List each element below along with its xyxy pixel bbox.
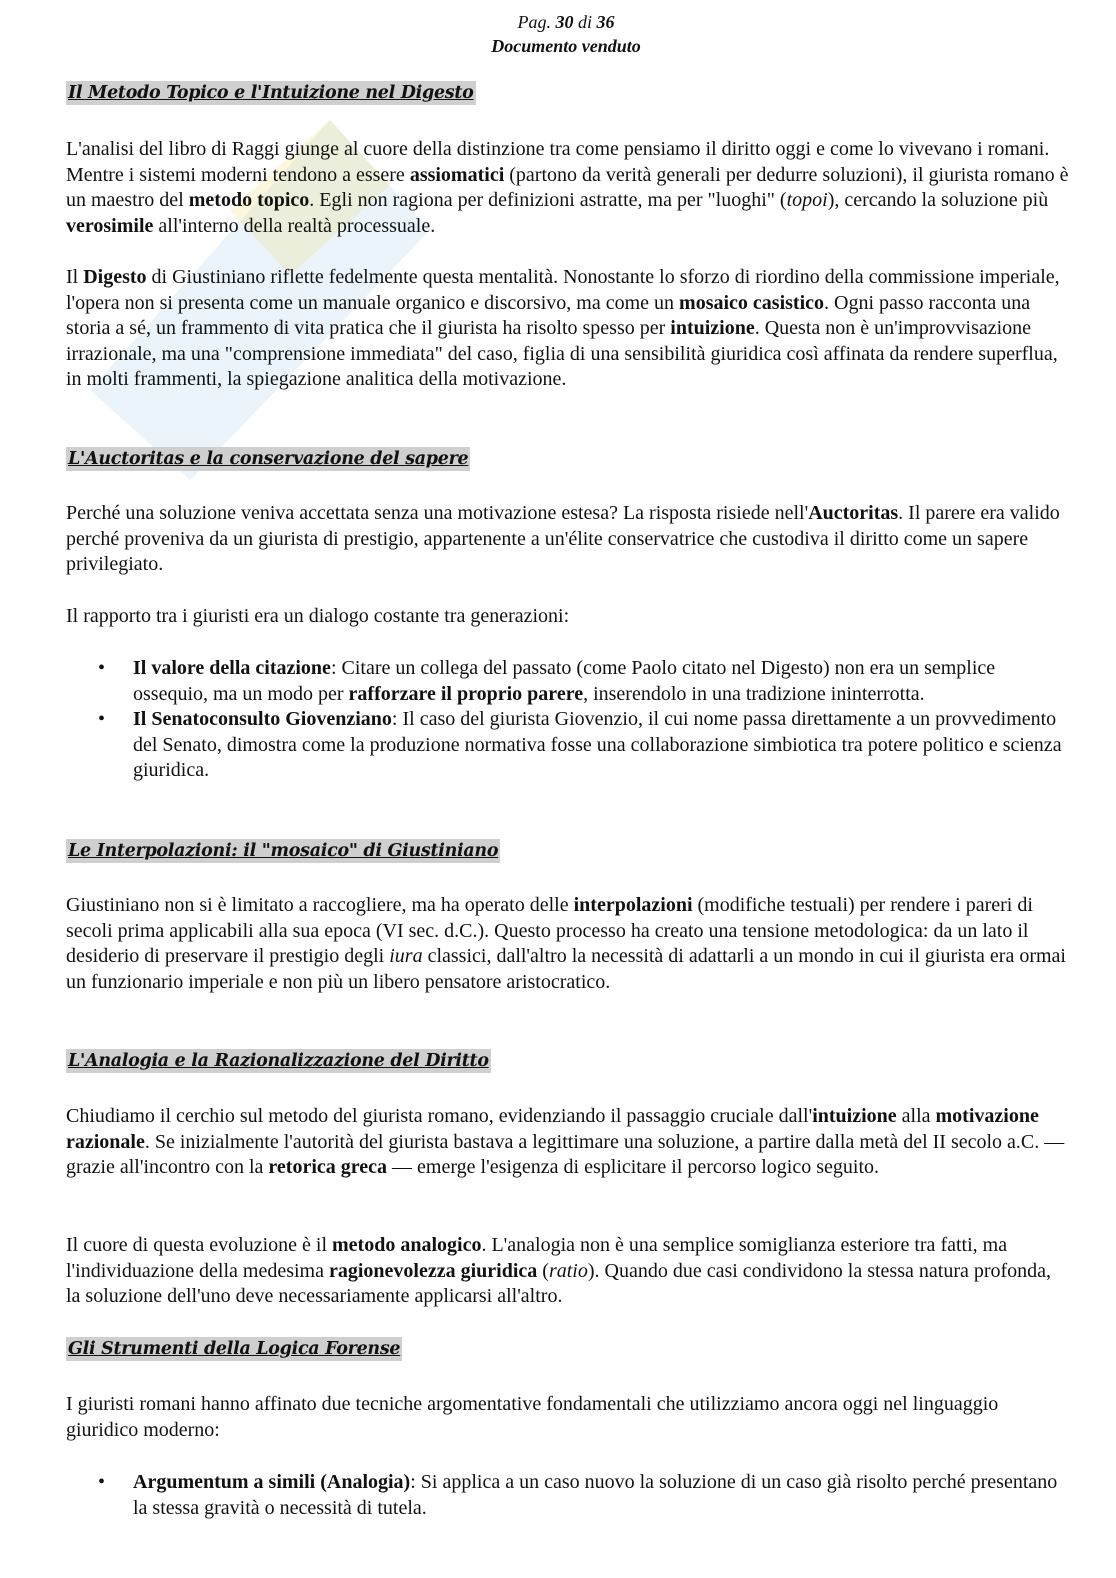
list-item	[66, 1470, 1070, 1521]
italic-text: iura	[389, 945, 423, 968]
text-run: . Se inizialmente l'autorità del giurista bastava a legittimare una soluzione, a partire dalla metà del II secolo a.C. — grazie all'incontro con la	[66, 1130, 1065, 1179]
bullet-list	[66, 656, 1070, 784]
bold-text: rafforzare il proprio parere	[348, 682, 584, 705]
text-run: : Citare un collega del passato (come Paolo citato nel Digesto) non era un semplice ossequio, ma un modo per	[133, 657, 996, 705]
page-current: 30	[555, 12, 574, 32]
bold-text: Auctoritas	[808, 502, 899, 524]
bold-text: metodo analogico	[332, 1234, 482, 1256]
bold-text: intuizione	[670, 317, 755, 340]
paragraph	[66, 1233, 1070, 1310]
text-run: : Il caso del giurista Giovenzio, il cui nome passa direttamente a un provvedimento del Senato, dimostra come la produzione normativa fosse una collaborazione simbiotica tra potere politico e scienza giuridica.	[133, 708, 1062, 782]
paragraph	[66, 893, 1070, 995]
text-run: . Ogni passo racconta una storia a sé, un frammento di vita pratica che il giurista ha risolto spesso per	[66, 291, 1031, 340]
bold-text: mosaico casistico	[679, 291, 825, 314]
page-number	[0, 12, 1116, 33]
text-run: Perché una soluzione veniva accettata senza una motivazione estesa? La risposta risiede nell'	[66, 502, 809, 524]
text-run: — emerge l'esigenza di esplicitare il percorso logico seguito.	[387, 1156, 880, 1179]
paragraph	[66, 265, 1070, 393]
bold-text: Digesto	[83, 266, 147, 288]
text-run: , inserendolo in una tradizione ininterrotta.	[583, 682, 925, 705]
text-run: . L'analogia non è una semplice somiglianza esteriore tra fatti, ma l'individuazione della medesima	[66, 1234, 1008, 1282]
text-run: (	[537, 1259, 549, 1282]
bold-text: assiomatici	[409, 163, 505, 186]
text-run: all'interno della realtà processuale.	[153, 214, 436, 237]
page-sep: di	[577, 12, 592, 32]
text-run: Il cuore di questa evoluzione è il	[66, 1234, 333, 1256]
bullet-icon: •	[98, 657, 106, 679]
text-run: L'analisi del libro di Raggi giunge al cuore della distinzione tra come pensiamo il diritto oggi e come lo vivevano i romani. Mentre i sistemi moderni tendono a essere	[66, 138, 1050, 186]
bold-text: metodo topico	[188, 189, 310, 212]
italic-text: ratio	[548, 1259, 588, 1282]
text-run: . Questa non è un'improvvisazione irrazionale, ma una "comprensione immediata" del caso, figlia di una sensibilità giuridica così affinata da rendere superflua, in molti frammenti, la spiegazione analitica della motivazione.	[66, 317, 1058, 391]
text-run: di Giustiniano riflette fedelmente questa mentalità. Nonostante lo sforzo di riordino della commissione imperiale, l'opera non si presenta come un manuale organico e discorsivo, ma come un	[66, 266, 1060, 314]
bold-text: retorica greca	[268, 1156, 388, 1179]
section-heading: Gli Strumenti della Logica Forense	[68, 1339, 401, 1359]
list-item-text	[133, 708, 1062, 781]
document-status: Documento venduto	[491, 36, 641, 56]
paragraph	[66, 1104, 1070, 1181]
paragraph	[66, 604, 1070, 630]
list-item-text	[133, 657, 995, 705]
bold-text: Il valore della citazione	[133, 657, 331, 679]
paragraph	[66, 137, 1070, 239]
text-run: : Si applica a un caso nuovo la soluzione di un caso già risolto perché presentano la stessa gravità o necessità di tutela.	[133, 1471, 1058, 1519]
paragraph	[66, 1392, 1070, 1443]
page-prefix: Pag.	[517, 12, 551, 32]
text-run: Il rapporto tra i giuristi era un dialogo costante tra generazioni:	[66, 605, 570, 627]
list-item	[66, 707, 1070, 784]
section-heading: L'Analogia e la Razionalizzazione del Diritto	[68, 1051, 489, 1071]
italic-text: topoi	[786, 189, 828, 212]
bold-text: intuizione	[812, 1105, 897, 1127]
text-run: Il	[66, 266, 84, 288]
text-run: ), cercando la soluzione più	[827, 189, 1049, 212]
text-run: . Il parere era valido perché proveniva da un giurista di prestigio, appartenente a un'élite conservatrice che custodiva il diritto come un sapere privilegiato.	[66, 502, 1060, 576]
bullet-list	[66, 1470, 1070, 1521]
text-run: ). Quando due casi condividono la stessa natura profonda, la soluzione dell'uno deve necessariamente applicarsi all'altro.	[66, 1259, 1052, 1308]
page-total: 36	[596, 12, 615, 32]
text-run: I giuristi romani hanno affinato due tecniche argomentative fondamentali che utilizziamo ancora oggi nel linguaggio giuridico moderno:	[66, 1393, 999, 1441]
text-run: classici, dall'altro la necessità di adattarli a un mondo in cui il giurista era ormai un funzionario imperiale e non più un libero pensatore aristocratico.	[66, 945, 1066, 993]
bold-text: Argumentum a simili (Analogia)	[133, 1471, 411, 1493]
bold-text: Il Senatoconsulto Giovenziano	[133, 708, 392, 731]
list-item	[66, 656, 1070, 707]
text-run: (partono da verità generali per dedurre soluzioni), il giurista romano è un maestro del	[66, 163, 1069, 212]
text-run: Chiudiamo il cerchio sul metodo del giurista romano, evidenziando il passaggio cruciale dall'	[66, 1105, 813, 1127]
list-item-text	[133, 1471, 1057, 1519]
bullet-icon: •	[98, 1471, 106, 1493]
section-heading: Il Metodo Topico e l'Intuizione nel Digesto	[68, 83, 474, 103]
bold-text: ragionevolezza giuridica	[328, 1259, 538, 1282]
text-run: . Egli non ragiona per definizioni astratte, ma per "luoghi" (	[309, 189, 787, 212]
bullet-icon: •	[98, 708, 106, 731]
section-heading: L'Auctoritas e la conservazione del sapere	[68, 449, 469, 469]
text-run: Giustiniano non si è limitato a raccogliere, ma ha operato delle	[66, 894, 574, 916]
bold-text: interpolazioni	[573, 894, 693, 916]
section-heading: Le Interpolazioni: il "mosaico" di Giustiniano	[68, 841, 499, 861]
bold-text: motivazione razionale	[66, 1105, 1039, 1153]
text-run: alla	[896, 1105, 936, 1127]
bold-text: verosimile	[66, 214, 154, 237]
text-run: (modifiche testuali) per rendere i pareri di secoli prima applicabili alla sua epoca (VI sec. d.C.). Questo processo ha creato una tensione metodologica: da un lato il desiderio di preservare il prestigio degli	[66, 894, 1033, 968]
paragraph	[66, 501, 1070, 578]
